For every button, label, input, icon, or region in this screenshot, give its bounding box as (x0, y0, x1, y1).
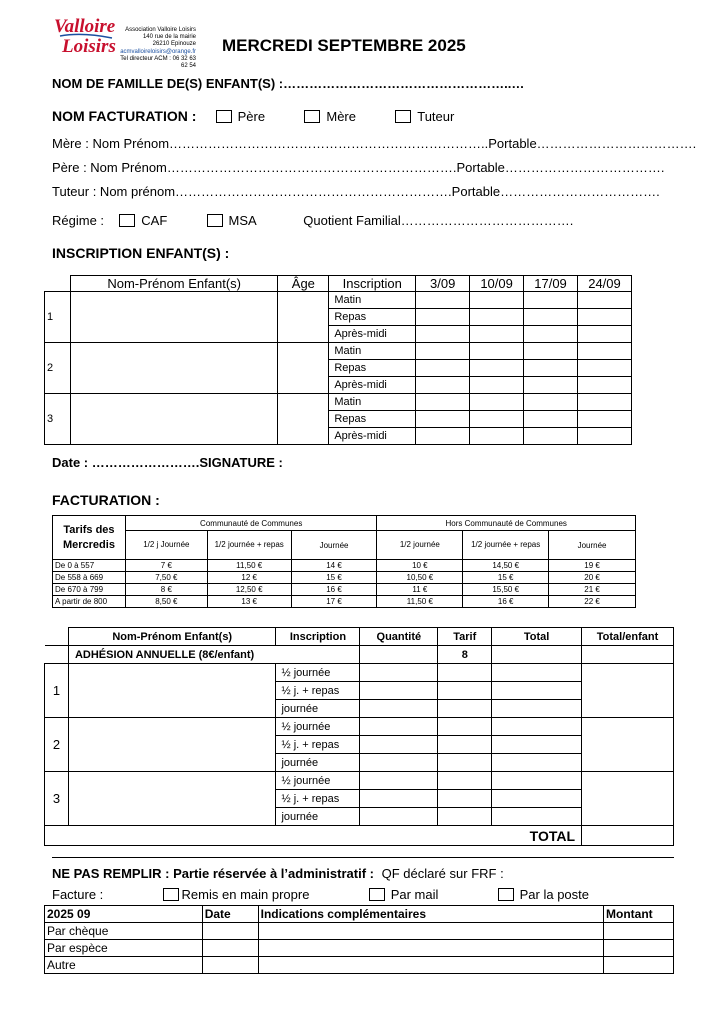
date-cell[interactable] (524, 326, 578, 343)
tariff-value: 12 € (207, 572, 291, 584)
date-cell[interactable] (202, 923, 258, 940)
total-per-child-cell[interactable] (582, 772, 674, 826)
quantity-cell[interactable] (360, 718, 438, 736)
tarif-cell[interactable] (438, 682, 492, 700)
enrol-row (45, 394, 632, 411)
divider (52, 857, 674, 858)
page-title: MERCREDI SEPTEMBRE 2025 (222, 36, 466, 55)
invoice-item-label: ½ j. + repas (276, 736, 360, 754)
quantity-cell[interactable] (360, 808, 438, 826)
enrol-table: Nom-Prénom Enfant(s) Âge Inscription 3/09 10/09 17/09 24/09 1 Matin Repas Après-midi 2 Matin Repas Après-midi 3 Matin Repas Après-midi (44, 275, 632, 445)
tariff-value: 11,50 € (207, 560, 291, 572)
tariff-value: 11,50 € (377, 596, 463, 608)
amount-cell[interactable] (604, 923, 674, 940)
quantity-cell[interactable] (360, 772, 438, 790)
quantity-cell[interactable] (360, 664, 438, 682)
child-name-cell[interactable] (70, 343, 277, 394)
date-cell[interactable] (470, 326, 524, 343)
enrol-row (45, 343, 632, 360)
checkbox-hand-delivered[interactable] (163, 888, 179, 901)
total-cell[interactable] (492, 700, 582, 718)
checkbox-caf[interactable] (119, 214, 135, 227)
tariff-value: 8,50 € (125, 596, 207, 608)
tariff-row (53, 584, 636, 596)
total-label: TOTAL (45, 826, 582, 846)
invoice-row-number: 1 (45, 664, 69, 718)
date-cell[interactable] (524, 360, 578, 377)
date-cell[interactable] (470, 343, 524, 360)
date-cell[interactable] (578, 292, 632, 309)
tarif-cell[interactable] (438, 736, 492, 754)
svg-text:Loisirs: Loisirs (62, 36, 116, 57)
tariff-value: 15 € (291, 572, 377, 584)
payment-method: Autre (45, 957, 203, 974)
invoice-row (45, 718, 674, 736)
tarif-cell[interactable] (438, 718, 492, 736)
qf-field[interactable]: Quotient Familial…………………………………. (303, 213, 574, 228)
tariff-value: 8 € (125, 584, 207, 596)
total-cell[interactable] (492, 772, 582, 790)
quantity-cell[interactable] (360, 700, 438, 718)
date-cell[interactable] (470, 428, 524, 445)
notes-cell[interactable] (258, 957, 603, 974)
tariff-value: 15 € (463, 572, 549, 584)
date-cell[interactable] (524, 309, 578, 326)
tariff-table: Tarifs des Mercredis Communauté de Communes Hors Communauté de Communes 1/2 j Journée 1/2 journée + repas Journée 1/2 journée 1/2 journée + repas Journée De 0 à 557 7 € 11,50 € 14 € 10 € 14,50 € 19 € De 558 à 669 7,50 € 12 € 15 € 10,50 € 15 € 20 € De 670 à 799 8 € 12,50 € 16 € 11 € 15,50 € 21 € A partir de 800 8,50 € 13 € 17 € 11,50 € 16 € 22 € (52, 515, 636, 608)
notes-cell[interactable] (258, 940, 603, 957)
date-cell[interactable] (416, 326, 470, 343)
date-cell[interactable] (202, 940, 258, 957)
invoice-row (45, 772, 674, 790)
date-cell[interactable] (470, 309, 524, 326)
tariff-value: 20 € (549, 572, 636, 584)
invoice-item-label: ½ journée (276, 718, 360, 736)
date-cell[interactable] (416, 377, 470, 394)
association-address: Association Valloire Loisirs 140 rue de la mairie 26210 Epinouze acmvalloireloisirs@orange.fr Tel directeur ACM : 06 32 63 62 54 (116, 27, 196, 70)
date-cell[interactable] (416, 394, 470, 411)
date-cell[interactable] (578, 428, 632, 445)
invoice-row-number: 2 (45, 718, 69, 772)
tariff-value: 16 € (291, 584, 377, 596)
valloire-loisirs-logo (52, 12, 122, 58)
enrol-row-number: 3 (45, 394, 71, 445)
total-cell[interactable] (492, 736, 582, 754)
invoice-options-row: Facture : Remis en main propre Par mail Par la poste (52, 887, 589, 902)
checkbox-pere[interactable] (216, 110, 232, 123)
quantity-cell[interactable] (360, 736, 438, 754)
grand-total-cell[interactable] (582, 826, 674, 846)
tarif-cell[interactable] (438, 664, 492, 682)
tariff-row (53, 572, 636, 584)
admin-title: NE PAS REMPLIR : Partie réservée à l’administratif : QF déclaré sur FRF : (52, 866, 504, 881)
family-name-field[interactable]: NOM DE FAMILLE DE(S) ENFANT(S) :……………………………………………..… (52, 76, 525, 91)
date-cell[interactable] (470, 411, 524, 428)
date-cell[interactable] (578, 309, 632, 326)
date-cell[interactable] (416, 360, 470, 377)
invoice-item-label: ½ journée (276, 772, 360, 790)
tariff-value: 19 € (549, 560, 636, 572)
age-cell[interactable] (278, 343, 329, 394)
amount-cell[interactable] (604, 957, 674, 974)
date-cell[interactable] (524, 377, 578, 394)
child-name-cell[interactable] (68, 772, 276, 826)
payment-method: Par chèque (45, 923, 203, 940)
regime-row: Régime : CAF MSA Quotient Familial…………………………………. (52, 213, 574, 228)
tariff-value: 14 € (291, 560, 377, 572)
date-cell[interactable] (416, 309, 470, 326)
slot-label: Repas (329, 309, 416, 326)
admin-table: 2025 09 Date Indications complémentaires Montant Par chèque Par espèce Autre (44, 905, 674, 974)
checkbox-tuteur[interactable] (395, 110, 411, 123)
tariff-value: 11 € (377, 584, 463, 596)
enrol-row-number: 1 (45, 292, 71, 343)
slot-label: Matin (329, 394, 416, 411)
slot-label: Après-midi (329, 326, 416, 343)
checkbox-mail[interactable] (369, 888, 385, 901)
child-name-cell[interactable] (70, 394, 277, 445)
quantity-cell[interactable] (360, 790, 438, 808)
tariff-row (53, 560, 636, 572)
quantity-cell[interactable] (360, 754, 438, 772)
total-cell[interactable] (492, 718, 582, 736)
tariff-corner: Tarifs des Mercredis (53, 516, 126, 560)
date-cell[interactable] (416, 343, 470, 360)
tariff-value: 7,50 € (125, 572, 207, 584)
tariff-value: 17 € (291, 596, 377, 608)
tariff-value: 12,50 € (207, 584, 291, 596)
tariff-value: 16 € (463, 596, 549, 608)
slot-label: Après-midi (329, 377, 416, 394)
tariff-range: De 0 à 557 (53, 560, 126, 572)
invoice-item-label: ½ j. + repas (276, 790, 360, 808)
tariff-range: De 558 à 669 (53, 572, 126, 584)
tarif-cell[interactable] (438, 790, 492, 808)
date-cell[interactable] (578, 360, 632, 377)
checkbox-msa[interactable] (207, 214, 223, 227)
invoice-table: Nom-Prénom Enfant(s) Inscription Quantité Tarif Total Total/enfant ADHÉSION ANNUELLE (8€/enfant) 8 1 ½ journée ½ j. + repas journée 2 ½ journée ½ j. + repas journée 3 ½ journée ½ j. + repas journée TOTAL (44, 627, 674, 846)
age-cell[interactable] (278, 394, 329, 445)
total-cell[interactable] (492, 682, 582, 700)
tarif-cell[interactable] (438, 700, 492, 718)
billing-name-row: NOM FACTURATION : Père Mère Tuteur (52, 108, 455, 124)
date-cell[interactable] (202, 957, 258, 974)
age-cell[interactable] (278, 292, 329, 343)
admin-row (45, 923, 674, 940)
invoice-row (45, 664, 674, 682)
checkbox-mere[interactable] (304, 110, 320, 123)
billing-title: FACTURATION : (52, 492, 160, 508)
total-cell[interactable] (492, 664, 582, 682)
invoice-item-label: journée (276, 754, 360, 772)
date-cell[interactable] (470, 394, 524, 411)
tariff-value: 22 € (549, 596, 636, 608)
slot-label: Repas (329, 360, 416, 377)
slot-label: Après-midi (329, 428, 416, 445)
date-cell[interactable] (578, 326, 632, 343)
payment-method: Par espèce (45, 940, 203, 957)
child-name-cell[interactable] (68, 718, 276, 772)
slot-label: Matin (329, 292, 416, 309)
tariff-row (53, 596, 636, 608)
tariff-range: A partir de 800 (53, 596, 126, 608)
svg-text:Valloire: Valloire (54, 16, 116, 37)
date-cell[interactable] (416, 292, 470, 309)
date-signature-field[interactable]: Date : …………………….SIGNATURE : (52, 455, 283, 470)
tariff-range: De 670 à 799 (53, 584, 126, 596)
mother-field[interactable]: Mère : Nom Prénom………………………………………………………………..Portable………………………………. (52, 136, 697, 151)
date-cell[interactable] (416, 411, 470, 428)
date-cell[interactable] (524, 292, 578, 309)
total-cell[interactable] (492, 808, 582, 826)
amount-cell[interactable] (604, 940, 674, 957)
date-cell[interactable] (416, 428, 470, 445)
notes-cell[interactable] (258, 923, 603, 940)
enrol-title: INSCRIPTION ENFANT(S) : (52, 245, 230, 261)
date-cell[interactable] (578, 394, 632, 411)
child-name-cell[interactable] (68, 664, 276, 718)
tariff-value: 7 € (125, 560, 207, 572)
enrol-row-number: 2 (45, 343, 71, 394)
date-cell[interactable] (524, 411, 578, 428)
tarif-cell[interactable] (438, 772, 492, 790)
invoice-item-label: journée (276, 808, 360, 826)
invoice-item-label: ½ journée (276, 664, 360, 682)
date-cell[interactable] (578, 377, 632, 394)
tariff-value: 10,50 € (377, 572, 463, 584)
tarif-cell[interactable] (438, 808, 492, 826)
invoice-item-label: ½ j. + repas (276, 682, 360, 700)
invoice-item-label: journée (276, 700, 360, 718)
total-cell[interactable] (492, 790, 582, 808)
tarif-cell[interactable] (438, 754, 492, 772)
child-name-cell[interactable] (70, 292, 277, 343)
tariff-value: 21 € (549, 584, 636, 596)
date-cell[interactable] (524, 394, 578, 411)
invoice-row-number: 3 (45, 772, 69, 826)
tariff-value: 10 € (377, 560, 463, 572)
tariff-value: 13 € (207, 596, 291, 608)
admin-row (45, 940, 674, 957)
total-per-child-cell[interactable] (582, 664, 674, 718)
date-cell[interactable] (578, 411, 632, 428)
date-cell[interactable] (524, 428, 578, 445)
date-cell[interactable] (578, 343, 632, 360)
guardian-field[interactable]: Tuteur : Nom prénom……………………………………………………….Portable………………………………. (52, 184, 660, 199)
date-cell[interactable] (470, 377, 524, 394)
total-per-child-cell[interactable] (582, 718, 674, 772)
admin-row (45, 957, 674, 974)
enrol-row (45, 292, 632, 309)
date-cell[interactable] (470, 292, 524, 309)
date-cell[interactable] (470, 360, 524, 377)
date-cell[interactable] (524, 343, 578, 360)
adhesion-label: ADHÉSION ANNUELLE (8€/enfant) (68, 646, 359, 664)
checkbox-post[interactable] (498, 888, 514, 901)
tariff-value: 15,50 € (463, 584, 549, 596)
tariff-value: 14,50 € (463, 560, 549, 572)
father-field[interactable]: Père : Nom Prénom………………………………………………………….Portable………………………………. (52, 160, 665, 175)
total-cell[interactable] (492, 754, 582, 772)
slot-label: Matin (329, 343, 416, 360)
adhesion-price: 8 (438, 646, 492, 664)
slot-label: Repas (329, 411, 416, 428)
email: acmvalloireloisirs@orange.fr (120, 48, 196, 55)
quantity-cell[interactable] (360, 682, 438, 700)
